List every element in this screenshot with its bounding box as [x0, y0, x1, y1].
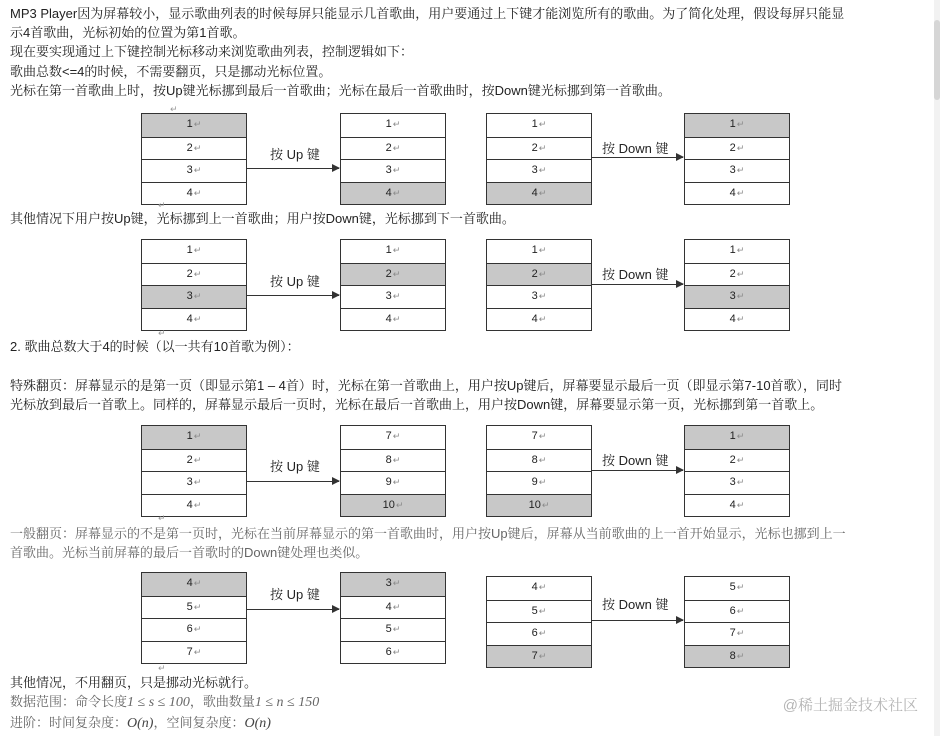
paragraph-mark: ↵ — [538, 187, 547, 198]
song-list-table — [141, 239, 247, 331]
right-arrow — [247, 609, 339, 610]
song-number: 1 — [729, 430, 736, 442]
song-number: 6 — [186, 623, 193, 635]
song-number: 4 — [729, 498, 736, 511]
paragraph-mark: ↵ — [538, 582, 547, 592]
song-number: 2 — [385, 141, 392, 154]
song-number: 2 — [729, 267, 736, 280]
up-key-label: 按 Up 键 — [270, 587, 320, 602]
song-row — [142, 263, 246, 286]
song-number: 1 — [186, 244, 193, 256]
paragraph-mark: ↵ — [538, 431, 547, 441]
paragraph-mark: ↵ — [538, 628, 547, 638]
space-complexity-math: O(n) — [244, 716, 271, 731]
data-range-mid: ，歌曲数量 — [189, 694, 255, 709]
song-row — [142, 159, 246, 182]
song-number: 1 — [531, 244, 538, 256]
song-row — [341, 285, 445, 308]
paragraph-mark: ↵ — [392, 142, 401, 153]
paragraph-mark: ↵ — [193, 499, 202, 510]
paragraph-mark: ↵ — [538, 119, 547, 129]
song-number: 4 — [385, 312, 392, 325]
song-count-math: 1 ≤ n ≤ 150 — [254, 695, 320, 710]
song-number: 4 — [729, 186, 736, 199]
paragraph-mark: ↵ — [392, 268, 401, 279]
song-row-cursor — [341, 573, 445, 596]
song-row-cursor — [685, 645, 789, 668]
right-arrow — [247, 481, 339, 482]
juejin-watermark: @稀土掘金技术社区 — [782, 697, 918, 714]
paragraph-mark: ↵ — [193, 454, 202, 465]
up-key-label: 按 Up 键 — [270, 147, 320, 162]
paragraph-mark: ↵ — [736, 499, 745, 510]
rule-small-list: 歌曲总数<=4的时候，不需要翻页，只是挪动光标位置。 — [10, 64, 332, 79]
paragraph-anchor: ↵ — [158, 200, 166, 210]
song-number: 2 — [729, 453, 736, 466]
song-number: 3 — [531, 290, 538, 302]
song-row — [142, 596, 246, 619]
up-key-label: 按 Up 键 — [270, 459, 320, 474]
song-row — [685, 308, 789, 331]
complexity-mid: ，空间复杂度： — [153, 715, 245, 730]
paragraph-mark: ↵ — [392, 646, 401, 657]
song-number: 4 — [385, 186, 392, 199]
song-number: 10 — [528, 498, 541, 511]
vertical-scrollbar[interactable] — [934, 0, 940, 736]
song-number: 7 — [531, 430, 538, 442]
other-cases-line: 其他情况，不用翻页，只是挪动光标就行。 — [10, 675, 258, 690]
intro-line-1: MP3 Player因为屏幕较小，显示歌曲列表的时候每屏只能显示几首歌曲，用户要通过上下键才能浏览所有的歌曲。为了简化处理，假设每屏只能显 — [10, 6, 845, 21]
song-list-table — [340, 239, 446, 331]
complexity-line — [10, 714, 271, 733]
scrollbar-thumb[interactable] — [934, 20, 940, 100]
song-row — [142, 137, 246, 160]
song-number: 4 — [186, 577, 193, 589]
song-row-cursor — [487, 263, 591, 286]
song-row-cursor — [142, 426, 246, 449]
paragraph-mark: ↵ — [392, 477, 401, 487]
song-number: 6 — [531, 627, 538, 639]
song-row — [685, 494, 789, 517]
paragraph-mark: ↵ — [392, 187, 401, 198]
song-row-cursor — [142, 114, 246, 137]
down-key-label: 按 Down 键 — [602, 597, 669, 612]
paragraph-mark: ↵ — [541, 499, 550, 510]
song-number: 3 — [186, 164, 193, 176]
song-row — [685, 449, 789, 472]
song-row — [487, 471, 591, 494]
paragraph-mark: ↵ — [736, 291, 745, 301]
paragraph-mark: ↵ — [736, 268, 745, 279]
song-number: 3 — [186, 476, 193, 488]
song-row — [487, 600, 591, 623]
song-row — [487, 449, 591, 472]
song-list-table — [486, 576, 592, 668]
song-number: 3 — [531, 164, 538, 176]
song-row-cursor — [142, 285, 246, 308]
paragraph-mark: ↵ — [193, 165, 202, 175]
paragraph-mark: ↵ — [538, 477, 547, 487]
paragraph-mark: ↵ — [736, 165, 745, 175]
paragraph-mark: ↵ — [736, 187, 745, 198]
paragraph-mark: ↵ — [538, 268, 547, 279]
song-number: 2 — [531, 141, 538, 154]
paragraph-mark: ↵ — [736, 431, 745, 441]
complexity-prefix: 进阶：时间复杂度： — [10, 715, 128, 730]
song-number: 3 — [729, 290, 736, 302]
paragraph-mark: ↵ — [193, 187, 202, 198]
song-number: 4 — [385, 600, 392, 613]
song-row-cursor — [487, 645, 591, 668]
song-number: 1 — [186, 430, 193, 442]
song-number: 7 — [729, 627, 736, 639]
right-arrow — [592, 157, 683, 158]
song-list-table — [141, 425, 247, 517]
song-row-cursor — [341, 263, 445, 286]
paragraph-mark: ↵ — [193, 431, 202, 441]
song-row — [487, 577, 591, 600]
song-number: 9 — [531, 476, 538, 488]
song-row — [685, 577, 789, 600]
song-number: 4 — [729, 312, 736, 325]
down-key-label: 按 Down 键 — [602, 453, 669, 468]
song-list-table — [684, 113, 790, 205]
song-number: 2 — [186, 267, 193, 280]
paragraph-mark: ↵ — [193, 646, 202, 657]
song-list-table — [486, 239, 592, 331]
paragraph-mark: ↵ — [538, 650, 547, 661]
song-list-table — [684, 576, 790, 668]
song-row — [142, 449, 246, 472]
song-number: 2 — [186, 453, 193, 466]
song-number: 2 — [385, 267, 392, 280]
logic-heading: 现在要实现通过上下键控制光标移动来浏览歌曲列表，控制逻辑如下： — [10, 44, 414, 59]
song-row — [341, 596, 445, 619]
song-row — [487, 285, 591, 308]
song-row — [685, 471, 789, 494]
song-number: 4 — [531, 186, 538, 199]
song-number: 3 — [385, 164, 392, 176]
paragraph-anchor: ↵ — [158, 513, 166, 523]
paragraph-mark: ↵ — [193, 245, 202, 255]
song-row — [487, 622, 591, 645]
song-list-table — [340, 113, 446, 205]
song-list-table — [340, 425, 446, 517]
song-row — [685, 240, 789, 263]
up-key-label: 按 Up 键 — [270, 274, 320, 289]
song-number: 1 — [186, 118, 193, 130]
song-list-table — [340, 572, 446, 664]
song-row — [142, 240, 246, 263]
song-number: 2 — [531, 267, 538, 280]
paragraph-mark: ↵ — [392, 578, 401, 588]
paragraph-mark: ↵ — [736, 313, 745, 324]
paragraph-mark: ↵ — [392, 313, 401, 324]
song-list-table — [486, 113, 592, 205]
song-row — [142, 641, 246, 664]
song-row-cursor — [685, 426, 789, 449]
song-row — [341, 471, 445, 494]
song-row-cursor — [487, 494, 591, 517]
song-row-cursor — [142, 573, 246, 596]
song-row — [487, 308, 591, 331]
song-row — [142, 471, 246, 494]
right-arrow — [247, 295, 339, 296]
paragraph-mark: ↵ — [193, 291, 202, 301]
command-length-math: 1 ≤ s ≤ 100 — [127, 695, 190, 710]
paragraph-mark: ↵ — [193, 624, 202, 634]
song-row — [487, 137, 591, 160]
song-row-cursor — [341, 182, 445, 205]
song-row — [685, 263, 789, 286]
song-number: 2 — [186, 141, 193, 154]
song-number: 6 — [729, 604, 736, 617]
paragraph-mark: ↵ — [538, 165, 547, 175]
paragraph-mark: ↵ — [538, 291, 547, 301]
section-2-heading: 2. 歌曲总数大于4的时候（以一共有10首歌为例）： — [10, 339, 300, 354]
song-row — [142, 618, 246, 641]
song-number: 4 — [186, 498, 193, 511]
song-number: 3 — [385, 577, 392, 589]
paragraph-mark: ↵ — [736, 477, 745, 487]
paragraph-mark: ↵ — [736, 650, 745, 661]
song-row-cursor — [685, 114, 789, 137]
paragraph-anchor: ↵ — [170, 104, 178, 114]
song-row-cursor — [341, 494, 445, 517]
special-paging-line-1: 特殊翻页：屏幕显示的是第一页（即显示第1 – 4首）时，光标在第一首歌曲上，用户按Up键后，屏幕要显示最后一页（即显示第7-10首歌），同时 — [10, 378, 843, 393]
song-number: 1 — [729, 244, 736, 256]
song-number: 4 — [531, 581, 538, 593]
song-row — [341, 449, 445, 472]
paragraph-mark: ↵ — [392, 245, 401, 255]
song-number: 3 — [385, 290, 392, 302]
song-number: 4 — [186, 312, 193, 325]
paragraph-mark: ↵ — [538, 313, 547, 324]
paragraph-mark: ↵ — [538, 142, 547, 153]
paragraph-mark: ↵ — [736, 245, 745, 255]
song-number: 7 — [186, 645, 193, 658]
song-number: 3 — [729, 164, 736, 176]
paragraph-mark: ↵ — [193, 313, 202, 324]
paragraph-mark: ↵ — [736, 605, 745, 616]
paragraph-anchor: ↵ — [158, 328, 166, 338]
data-range-line — [10, 693, 319, 712]
song-number: 8 — [385, 453, 392, 466]
paragraph-mark: ↵ — [538, 454, 547, 465]
right-arrow — [592, 620, 683, 621]
paragraph-mark: ↵ — [392, 601, 401, 612]
song-row — [341, 618, 445, 641]
song-number: 5 — [385, 623, 392, 635]
song-list-table — [141, 572, 247, 664]
song-list-table — [684, 425, 790, 517]
paragraph-mark: ↵ — [395, 499, 404, 510]
song-number: 4 — [531, 312, 538, 325]
right-arrow — [247, 168, 339, 169]
paragraph-mark: ↵ — [392, 291, 401, 301]
song-number: 9 — [385, 476, 392, 488]
paragraph-mark: ↵ — [736, 454, 745, 465]
song-row — [142, 308, 246, 331]
paragraph-mark: ↵ — [193, 477, 202, 487]
paragraph-mark: ↵ — [193, 142, 202, 153]
song-row — [685, 137, 789, 160]
paragraph-mark: ↵ — [392, 119, 401, 129]
song-row — [341, 240, 445, 263]
song-row — [487, 114, 591, 137]
song-number: 6 — [385, 645, 392, 658]
song-row — [685, 600, 789, 623]
paragraph-mark: ↵ — [193, 268, 202, 279]
song-row — [341, 641, 445, 664]
song-row — [685, 159, 789, 182]
paragraph-mark: ↵ — [538, 245, 547, 255]
paragraph-mark: ↵ — [736, 142, 745, 153]
song-row — [487, 240, 591, 263]
song-number: 5 — [729, 581, 736, 593]
song-list-table — [684, 239, 790, 331]
song-number: 1 — [729, 118, 736, 130]
song-row — [685, 182, 789, 205]
song-number: 10 — [382, 498, 395, 511]
special-paging-line-2: 光标放到最后一首歌上。同样的，屏幕显示最后一页时，光标在最后一首歌曲上，用户按Down键，屏幕要显示第一页，光标挪到第一首歌上。 — [10, 397, 824, 412]
song-row — [487, 159, 591, 182]
paragraph-mark: ↵ — [193, 119, 202, 129]
song-list-table — [486, 425, 592, 517]
down-key-label: 按 Down 键 — [602, 267, 669, 282]
paragraph-mark: ↵ — [392, 624, 401, 634]
song-row — [341, 137, 445, 160]
rule-wrap-cursor: 光标在第一首歌曲上时，按Up键光标挪到最后一首歌曲；光标在最后一首歌曲时，按Down键光标挪到第一首歌曲。 — [10, 83, 671, 98]
song-row — [341, 114, 445, 137]
song-row — [341, 159, 445, 182]
song-number: 3 — [186, 290, 193, 302]
paragraph-mark: ↵ — [736, 119, 745, 129]
paragraph-mark: ↵ — [392, 165, 401, 175]
general-paging-line-2: 首歌曲。光标当前屏幕的最后一首歌时的Down键处理也类似。 — [10, 545, 369, 560]
song-number: 3 — [729, 476, 736, 488]
song-list-table — [141, 113, 247, 205]
down-key-label: 按 Down 键 — [602, 141, 669, 156]
song-number: 5 — [186, 600, 193, 613]
song-number: 8 — [531, 453, 538, 466]
song-row — [685, 622, 789, 645]
song-number: 7 — [531, 649, 538, 662]
song-number: 8 — [729, 649, 736, 662]
rule-move-cursor: 其他情况下用户按Up键，光标挪到上一首歌曲；用户按Down键，光标挪到下一首歌曲。 — [10, 211, 515, 226]
song-row — [487, 426, 591, 449]
paragraph-mark: ↵ — [736, 582, 745, 592]
right-arrow — [592, 470, 683, 471]
paragraph-mark: ↵ — [193, 578, 202, 588]
right-arrow — [592, 284, 683, 285]
paragraph-mark: ↵ — [538, 605, 547, 616]
paragraph-anchor: ↵ — [158, 663, 166, 673]
song-number: 4 — [186, 186, 193, 199]
time-complexity-math: O(n) — [127, 716, 154, 731]
paragraph-mark: ↵ — [392, 431, 401, 441]
paragraph-mark: ↵ — [392, 454, 401, 465]
song-row — [341, 308, 445, 331]
paragraph-mark: ↵ — [193, 601, 202, 612]
song-number: 7 — [385, 430, 392, 442]
song-row — [341, 426, 445, 449]
intro-line-2: 示4首歌曲，光标初始的位置为第1首歌。 — [10, 25, 246, 40]
data-range-prefix: 数据范围：命令长度 — [10, 694, 128, 709]
song-number: 1 — [531, 118, 538, 130]
song-row-cursor — [685, 285, 789, 308]
song-row-cursor — [487, 182, 591, 205]
song-number: 5 — [531, 604, 538, 617]
song-number: 2 — [729, 141, 736, 154]
song-number: 1 — [385, 244, 392, 256]
paragraph-mark: ↵ — [736, 628, 745, 638]
general-paging-line-1: 一般翻页：屏幕显示的不是第一页时，光标在当前屏幕显示的第一首歌曲时，用户按Up键后，屏幕从当前歌曲的上一首开始显示，光标也挪到上一 — [10, 526, 846, 541]
song-number: 1 — [385, 118, 392, 130]
